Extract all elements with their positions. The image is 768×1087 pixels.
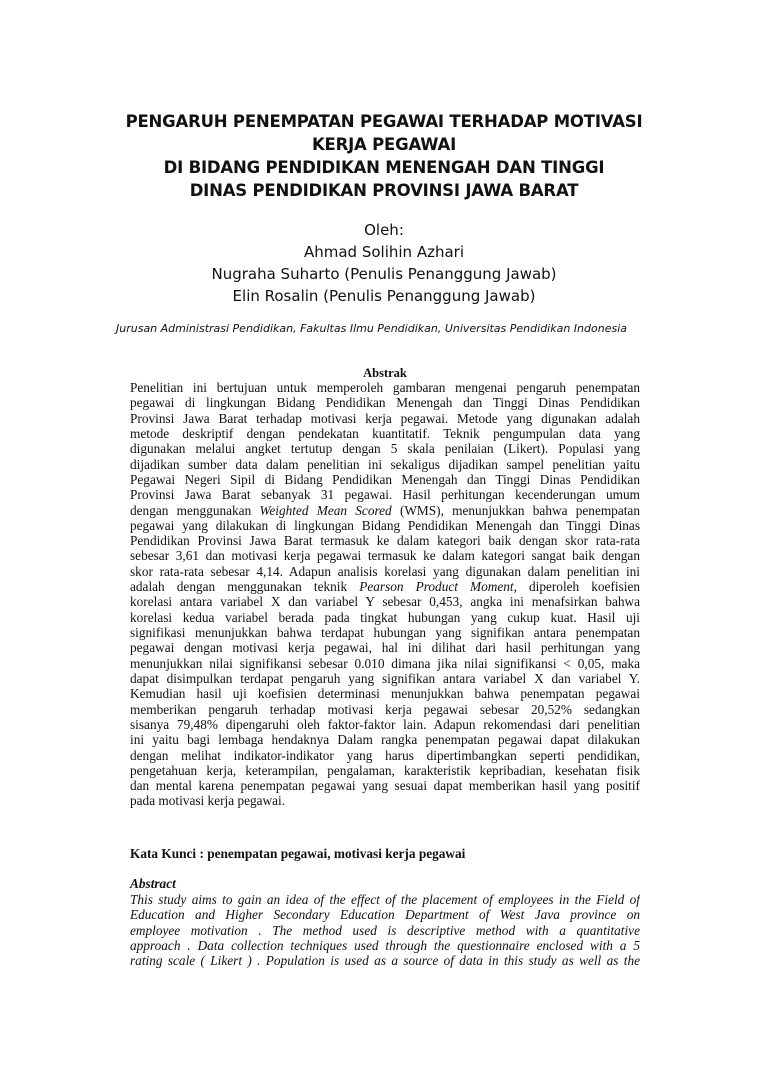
text-line: adalah dengan menggunakan teknik Pearson Product Moment, diperoleh koefisien	[130, 579, 640, 595]
text-line: korelasi antara variabel X dan variabel Y sebesar 0,453, angka ini menafsirkan bahwa	[130, 594, 640, 610]
text-line: signifikasi menunjukkan bahwa terdapat hubungan yang signifikan antara penempatan	[130, 625, 640, 640]
author-name: Nugraha Suharto (Penulis Penanggung Jawab)	[211, 265, 557, 283]
text-line: sebesar 3,61 dan motivasi kerja pegawai termasuk ke dalam kategori sangat baik dengan	[130, 548, 640, 564]
italic-term: Pearson Product Moment	[359, 579, 514, 595]
text-line: rating scale ( Likert ) . Population is used as a source of data in this study as well as the	[130, 953, 640, 969]
author-name: Ahmad Solihin Azhari	[303, 243, 464, 261]
text-line: Education and Higher Secondary Education Department of West Java province on	[130, 907, 640, 923]
text-line: sisanya 79,48% dipengaruhi oleh faktor-faktor lain. Adapun rekomendasi dari penelitian	[130, 716, 640, 732]
title-line: PENGARUH PENEMPATAN PEGAWAI TERHADAP MOTIVASI	[125, 112, 643, 131]
text-line: dapat disimpulkan terdapat pengaruh yang signifikan antara variabel X dan variabel Y.	[130, 670, 640, 686]
text-line: Pegawai Negeri Sipil di Bidang Pendidikan Menengah dan Tinggi Dinas Pendidikan	[130, 471, 640, 487]
affiliation: Jurusan Administrasi Pendidikan, Fakultas Ilmu Pendidikan, Universitas Pendidikan Indonesia	[116, 322, 628, 335]
byline-label: Oleh:	[364, 221, 404, 239]
text-line: pegawai dengan motivasi kerja pegawai, hal ini dilihat dari hasil perhitungan yang	[130, 640, 640, 656]
title-line: DI BIDANG PENDIDIKAN MENENGAH DAN TINGGI	[163, 158, 605, 177]
text-line: pengetahuan kerja, keterampilan, pengalaman, karakteristik kepribadian, kesehatan fisik	[130, 762, 640, 778]
text-line: ini yaitu bagi lembaga hendaknya Dalam rangka penempatan pegawai dapat dilakukan	[130, 732, 640, 748]
text-line: metode deskriptif dengan pendekatan kuantitatif. Teknik pengumpulan data yang	[130, 425, 640, 441]
text-line: digunakan melalui angket tertutup dengan 5 skala penilaian (Likert). Populasi yang	[130, 441, 640, 457]
text-line: Provinsi Jawa Barat sebanyak 31 pegawai. Hasil perhitungan kecenderungan umum	[130, 487, 640, 503]
italic-term: Weighted Mean Scored	[259, 502, 392, 518]
title-line: KERJA PEGAWAI	[311, 135, 457, 154]
text-line: dan mental karena penempatan pegawai yang sesuai dapat memberikan hasil yang positif	[130, 778, 640, 794]
text-line: dengan melihat indikator-indikator yang harus dipertimbangkan seperti pendidikan,	[130, 747, 640, 763]
author-name: Elin Rosalin (Penulis Penanggung Jawab)	[232, 287, 536, 305]
text-line: Pendidikan Provinsi Jawa Barat termasuk ke dalam kategori baik dengan skor rata-rata	[130, 533, 640, 549]
author-block	[120, 219, 648, 307]
text-line: dijadikan sumber data dalam penelitian ini sekaligus dijadikan sampel penelitian yaitu	[130, 456, 640, 472]
text-line: This study aims to gain an idea of the effect of the placement of employees in the Field of	[130, 892, 640, 907]
text-line: Penelitian ini bertujuan untuk memperoleh gambaran mengenai pengaruh penempatan	[130, 380, 640, 395]
text-line: memberikan pengaruh terhadap motivasi kerja pegawai sebesar 20,52% sedangkan	[130, 701, 640, 717]
abstract-body	[130, 380, 640, 809]
text-line: pegawai yang dilakukan di lingkungan Bidang Pendidikan Menengah dan Tinggi Dinas	[130, 517, 640, 533]
text-line: korelasi kedua variabel berada pada tingkat hubungan yang cukup kuat. Hasil uji	[130, 609, 640, 625]
english-abstract-heading: Abstract	[130, 876, 176, 891]
paper-title	[100, 110, 668, 202]
abstract-heading: Abstrak	[363, 366, 407, 380]
text-line: pegawai di lingkungan Bidang Pendidikan Menengah dan Tinggi Dinas Pendidikan	[130, 395, 640, 411]
text-line: dengan menggunakan Weighted Mean Scored (WMS), menunjukkan bahwa penempatan	[130, 502, 640, 518]
text-line: menunjukkan nilai signifikansi sebesar 0.010 dimana jika nilai signifikansi < 0,05, maka	[130, 655, 640, 671]
text-line: skor rata-rata sebesar 4,14. Adapun analisis korelasi yang digunakan dalam penelitian ini	[130, 563, 640, 579]
text-line: pada motivasi kerja pegawai.	[130, 793, 286, 809]
text-line: Provinsi Jawa Barat terhadap motivasi kerja pegawai. Metode yang digunakan adalah	[130, 410, 640, 426]
text-line: approach . Data collection techniques used through the questionnaire enclosed with a 5	[130, 937, 640, 953]
text-line: employee motivation . The method used is descriptive method with a quantitative	[130, 922, 640, 938]
english-abstract-body	[130, 892, 640, 968]
text-line: Kemudian hasil uji koefisien determinasi menunjukkan bahwa penempatan pegawai	[130, 686, 640, 702]
title-line: DINAS PENDIDIKAN PROVINSI JAWA BARAT	[189, 181, 579, 200]
keywords: Kata Kunci : penempatan pegawai, motivasi kerja pegawai	[130, 846, 466, 861]
